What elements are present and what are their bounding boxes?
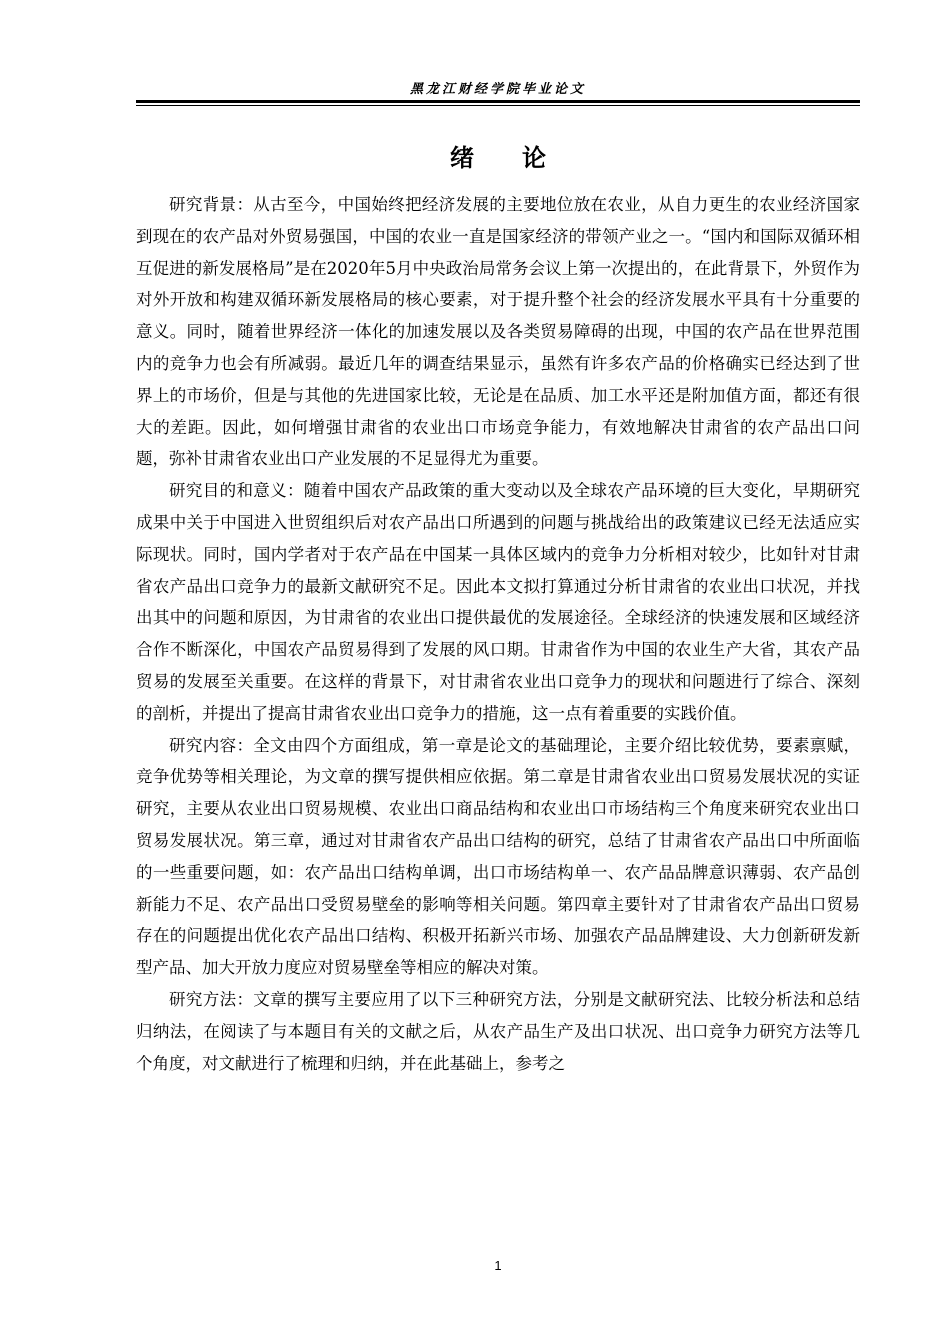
header-rule-thick [136, 100, 860, 103]
header-rule-thin [136, 105, 860, 106]
paragraph-research-purpose: 研究目的和意义：随着中国农产品政策的重大变动以及全球农产品环境的巨大变化，早期研究成果中关于中国进入世贸组织后对农产品出口所遇到的问题与挑战给出的政策建议已经无法适应实际现状。同时，国内学者对于农产品在中国某一具体区域内的竞争力分析相对较少，比如针对甘肃省农产品出口竞争力的最新文献研究不足。因此本文拟打算通过分析甘肃省的农业出口状况，并找出其中的问题和原因，为甘肃省的农业出口提供最优的发展途径。全球经济的快速发展和区域经济合作不断深化，中国农产品贸易得到了发展的风口期。甘肃省作为中国的农业生产大省，其农产品贸易的发展至关重要。在这样的背景下，对甘肃省农业出口竞争力的现状和问题进行了综合、深刻的剖析，并提出了提高甘肃省农业出口竞争力的措施，这一点有着重要的实践价值。 [136, 481, 860, 723]
body-text [136, 189, 860, 1079]
paragraph-research-methods: 研究方法：文章的撰写主要应用了以下三种研究方法，分别是文献研究法、比较分析法和总结归纳法，在阅读了与本题目有关的文献之后，从农产品生产及出口状况、出口竞争力研究方法等几个角度，对文献进行了梳理和归纳，并在此基础上，参考之 [136, 989, 860, 1073]
page-number: 1 [494, 1258, 502, 1273]
paragraph-research-content: 研究内容：全文由四个方面组成，第一章是论文的基础理论，主要介绍比较优势，要素禀赋，竞争优势等相关理论，为文章的撰写提供相应依据。第二章是甘肃省农业出口贸易发展状况的实证研究，主要从农业出口贸易规模、农业出口商品结构和农业出口市场结构三个角度来研究农业出口贸易发展状况。第三章，通过对甘肃省农产品出口结构的研究，总结了甘肃省农产品出口中所面临的一些重要问题，如：农产品出口结构单调，出口市场结构单一、农产品品牌意识薄弱、农产品创新能力不足、农产品出口受贸易壁垒的影响等相关问题。第四章主要针对了甘肃省农产品出口贸易存在的问题提出优化农产品出口结构、积极开拓新兴市场、加强农产品品牌建设、大力创新研发新型产品、加大开放力度应对贸易壁垒等相应的解决对策。 [136, 735, 860, 978]
paragraph-research-background: 研究背景：从古至今，中国始终把经济发展的主要地位放在农业，从自力更生的农业经济国家到现在的农产品对外贸易强国，中国的农业一直是国家经济的带领产业之一。“国内和国际双循环相互促进的新发展格局”是在2020年5月中央政治局常务会议上第一次提出的，在此背景下，外贸作为对外开放和构建双循环新发展格局的核心要素，对于提升整个社会的经济发展水平具有十分重要的意义。同时，随着世界经济一体化的加速发展以及各类贸易障碍的出现，中国的农产品在世界范围内的竞争力也会有所减弱。最近几年的调查结果显示，虽然有许多农产品的价格确实已经达到了世界上的市场价，但是与其他的先进国家比较，无论是在品质、加工水平还是附加值方面，都还有很大的差距。因此，如何增强甘肃省的农业出口市场竞争能力，有效地解决甘肃省的农产品出口问题，弥补甘肃省农业出口产业发展的不足显得尤为重要。 [136, 195, 860, 469]
running-header: 黑龙江财经学院毕业论文 [409, 82, 586, 97]
chapter-title: 绪论 [450, 144, 594, 172]
